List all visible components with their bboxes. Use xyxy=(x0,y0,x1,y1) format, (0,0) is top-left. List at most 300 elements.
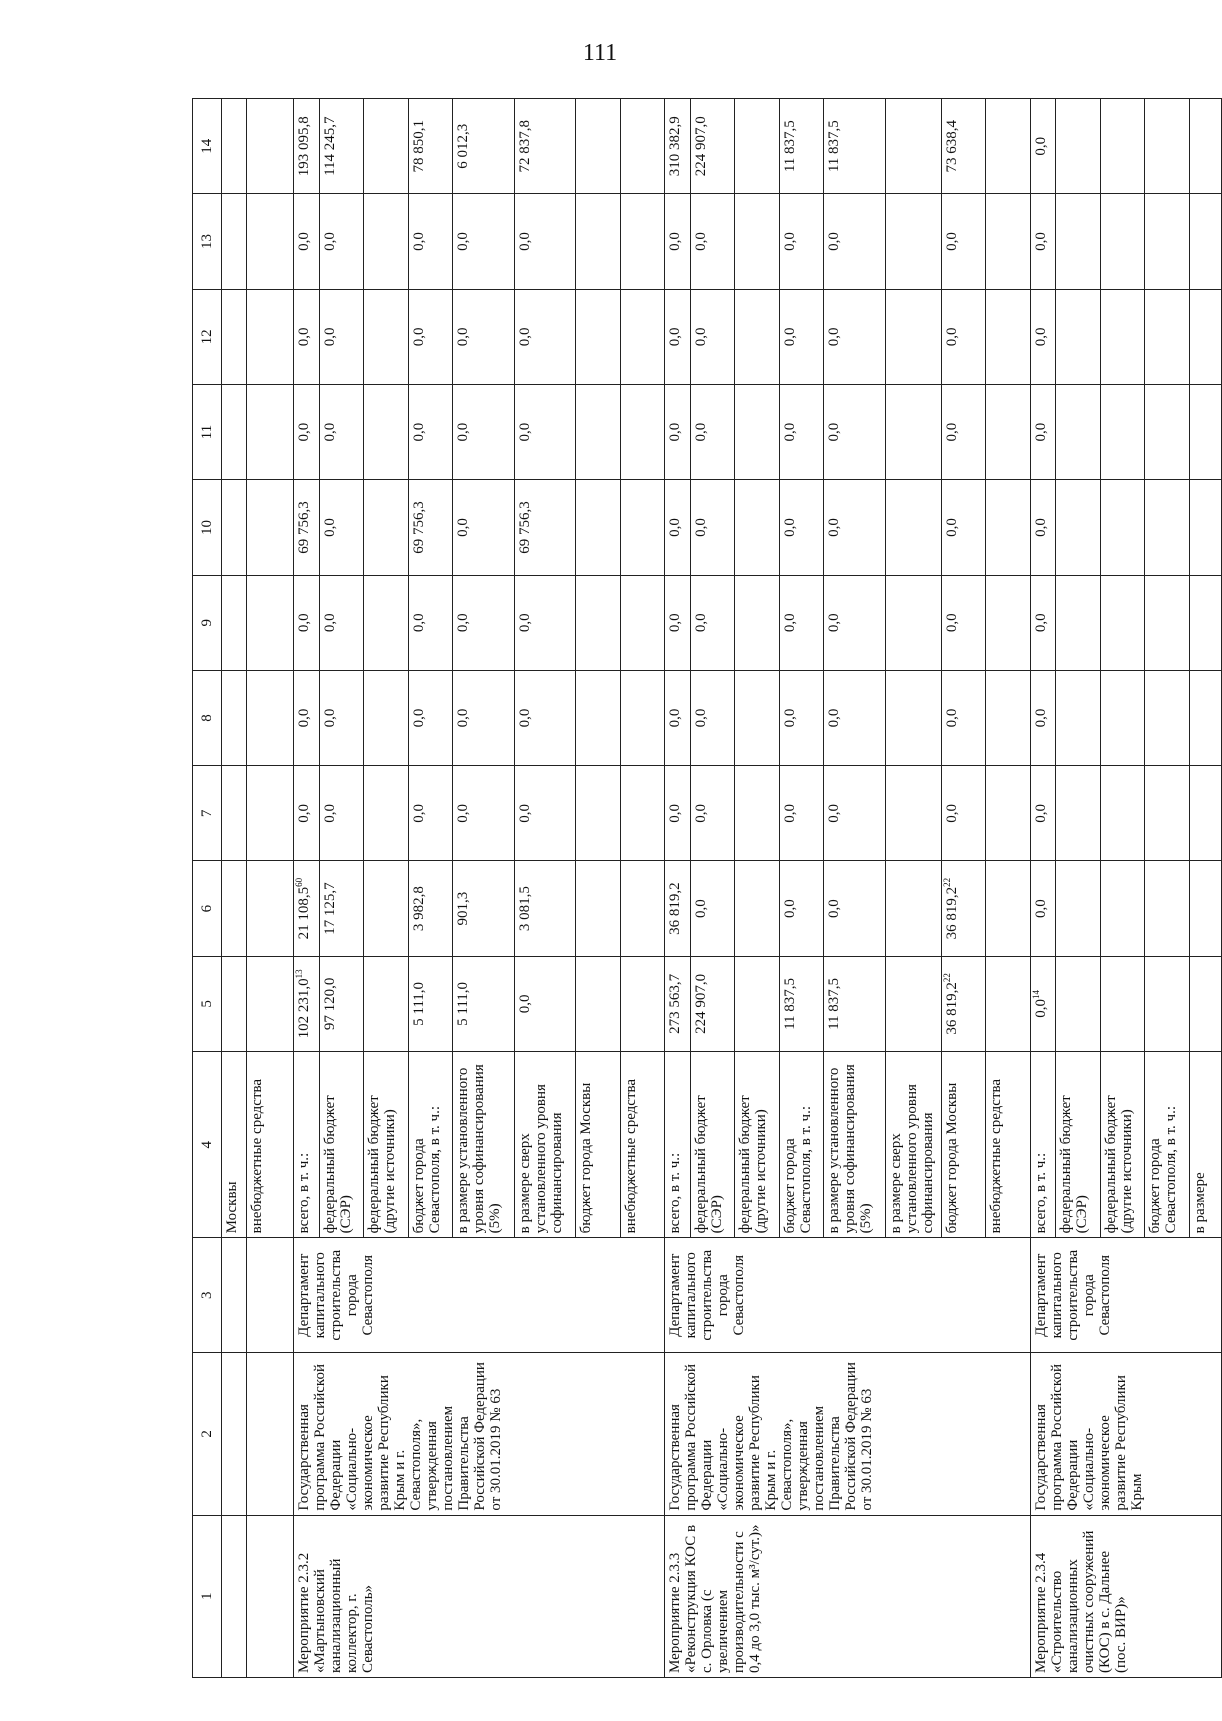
program-cell: Государственная программа Российской Федерации «Социально-экономическое развитие Республики Крым и г. Севастополя», утвержденная постановлением Правительства Российской Федерации от 30.01.2019 № 63 xyxy=(665,1353,1031,1515)
value-cell-col-7 xyxy=(576,766,621,861)
value-cell-col-8 xyxy=(453,670,515,765)
source-cell: всего, в т. ч.: xyxy=(1030,1052,1055,1238)
value-cell-col-5 xyxy=(514,956,576,1051)
value-cell-col-10 xyxy=(364,480,409,575)
value-text: 0,0 xyxy=(410,613,427,633)
value-cell-col-7 xyxy=(364,766,409,861)
table-cell xyxy=(222,194,247,289)
value-text: 3 982,8 xyxy=(410,886,427,932)
executor-cell: Департамент капитального строительства города Севастополя xyxy=(294,1238,665,1353)
value-text: 0,0 xyxy=(321,803,338,823)
value-cell-col-5 xyxy=(364,956,409,1051)
value-cell-col-13 xyxy=(735,194,780,289)
column-header-13: 13 xyxy=(193,194,222,289)
column-header-14: 14 xyxy=(193,99,222,194)
value-cell-col-5 xyxy=(294,956,319,1051)
value-cell-col-11 xyxy=(665,384,690,479)
value-text: 0,0 xyxy=(943,613,960,633)
value-cell-col-13 xyxy=(986,194,1031,289)
source-cell: бюджет города Севастополя, в т. ч.: xyxy=(408,1052,453,1238)
value-cell-col-7 xyxy=(986,766,1031,861)
value-cell-col-12 xyxy=(1190,289,1222,384)
value-cell-col-10 xyxy=(885,480,941,575)
value-cell-col-11 xyxy=(620,384,665,479)
value-cell-col-9 xyxy=(885,575,941,670)
value-text: 69 756,3 xyxy=(410,501,427,554)
value-text: 102 231,0 xyxy=(296,978,313,1039)
source-cell: федеральный бюджет (другие источники) xyxy=(1100,1052,1145,1238)
value-cell-col-9 xyxy=(735,575,780,670)
value-cell-col-10 xyxy=(941,480,986,575)
value-cell-col-5 xyxy=(453,956,515,1051)
value-cell-col-5 xyxy=(1145,956,1190,1051)
table-cell xyxy=(222,956,247,1051)
value-cell-col-10 xyxy=(1056,480,1101,575)
value-cell-col-6 xyxy=(620,861,665,956)
value-cell-col-14 xyxy=(1030,99,1055,194)
source-cell: бюджет города Москвы xyxy=(576,1052,621,1238)
value-cell-col-11 xyxy=(885,384,941,479)
value-cell-col-8 xyxy=(986,670,1031,765)
value-text: 69 756,3 xyxy=(516,501,533,554)
value-cell-col-13 xyxy=(1056,194,1101,289)
value-cell-col-9 xyxy=(690,575,735,670)
value-text: 0,0 xyxy=(826,613,843,633)
value-cell-col-7 xyxy=(1100,766,1145,861)
value-cell-col-13 xyxy=(824,194,886,289)
value-text: 0,0 xyxy=(692,327,709,347)
value-cell-col-11 xyxy=(779,384,824,479)
value-cell-col-10 xyxy=(690,480,735,575)
source-cell: в размере сверх установленного уровня софинансирования xyxy=(514,1052,576,1238)
value-cell-col-14 xyxy=(514,99,576,194)
value-text: 11 837,5 xyxy=(826,977,843,1030)
value-cell-col-6 xyxy=(735,861,780,956)
event-cell: Мероприятие 2.3.3 «Реконструкция КОС в с. Орловка (с увеличением производительности с 0,4 до 3,0 тыс. м³/сут.)» xyxy=(665,1515,1031,1677)
value-text: 0,0 xyxy=(781,708,798,728)
value-text: 0,0 xyxy=(826,708,843,728)
value-text: 69 756,3 xyxy=(296,501,313,554)
source-cell: федеральный бюджет (СЭР) xyxy=(319,1052,364,1238)
value-cell-col-14 xyxy=(319,99,364,194)
table-cell xyxy=(222,480,247,575)
value-cell-col-14 xyxy=(824,99,886,194)
value-cell-col-11 xyxy=(453,384,515,479)
value-text: 0,0 xyxy=(692,708,709,728)
table-cell xyxy=(247,289,294,384)
value-text: 0,0 xyxy=(667,613,684,633)
value-cell-col-7 xyxy=(941,766,986,861)
value-cell-col-9 xyxy=(824,575,886,670)
source-cell: бюджет города Москвы xyxy=(941,1052,986,1238)
value-cell-col-8 xyxy=(1056,670,1101,765)
column-header-11: 11 xyxy=(193,384,222,479)
table-row xyxy=(1030,99,1055,1678)
value-text: 11 837,5 xyxy=(781,120,798,173)
column-header-10: 10 xyxy=(193,480,222,575)
value-cell-col-5 xyxy=(1100,956,1145,1051)
value-text: 0,0 xyxy=(296,708,313,728)
value-text: 0,0 xyxy=(781,518,798,537)
value-cell-col-7 xyxy=(665,766,690,861)
table-cell xyxy=(247,480,294,575)
value-cell-col-8 xyxy=(885,670,941,765)
value-text: 0,0 xyxy=(410,232,427,251)
value-cell-col-8 xyxy=(1100,670,1145,765)
value-cell-col-5 xyxy=(885,956,941,1051)
value-cell-col-10 xyxy=(665,480,690,575)
footnote-marker: 14 xyxy=(1030,990,1041,1000)
value-text: 0,0 xyxy=(1032,708,1049,728)
value-text: 0,0 xyxy=(321,422,338,442)
value-cell-col-9 xyxy=(1056,575,1101,670)
value-text: 0,0 xyxy=(1032,136,1049,156)
value-cell-col-6 xyxy=(941,861,986,956)
value-cell-col-11 xyxy=(576,384,621,479)
value-cell-col-12 xyxy=(319,289,364,384)
value-cell-col-14 xyxy=(779,99,824,194)
table-cell xyxy=(247,861,294,956)
value-cell-col-11 xyxy=(294,384,319,479)
source-cell: внебюджетные средства xyxy=(986,1052,1031,1238)
table-cell xyxy=(222,289,247,384)
value-cell-col-11 xyxy=(824,384,886,479)
value-text: 0,0 xyxy=(781,899,798,918)
value-cell-col-5 xyxy=(735,956,780,1051)
value-cell-col-13 xyxy=(453,194,515,289)
value-text: 0,0 xyxy=(692,803,709,823)
value-cell-col-12 xyxy=(665,289,690,384)
value-cell-col-11 xyxy=(1190,384,1222,479)
value-cell-col-6 xyxy=(1056,861,1101,956)
value-text: 0,0 xyxy=(410,327,427,347)
value-text: 0,0 xyxy=(667,232,684,251)
value-cell-col-11 xyxy=(735,384,780,479)
value-cell-col-10 xyxy=(1145,480,1190,575)
value-cell-col-9 xyxy=(1190,575,1222,670)
source-cell: всего, в т. ч.: xyxy=(665,1052,690,1238)
value-cell-col-10 xyxy=(319,480,364,575)
value-cell-col-14 xyxy=(665,99,690,194)
column-header-8: 8 xyxy=(193,670,222,765)
value-cell-col-6 xyxy=(824,861,886,956)
value-text: 5 111,0 xyxy=(455,981,472,1026)
value-cell-col-14 xyxy=(1100,99,1145,194)
source-cell: Москвы xyxy=(222,1052,247,1238)
value-text: 0,0 xyxy=(781,327,798,347)
value-cell-col-7 xyxy=(824,766,886,861)
value-text: 0,0 xyxy=(321,518,338,537)
value-text: 97 120,0 xyxy=(321,977,338,1031)
value-cell-col-6 xyxy=(986,861,1031,956)
value-cell-col-8 xyxy=(824,670,886,765)
source-cell: федеральный бюджет (другие источники) xyxy=(735,1052,780,1238)
value-text: 0,0 xyxy=(667,803,684,823)
value-text: 0,0 xyxy=(516,232,533,251)
table-cell xyxy=(247,956,294,1051)
value-cell-col-6 xyxy=(319,861,364,956)
value-cell-col-11 xyxy=(364,384,409,479)
value-cell-col-5 xyxy=(1030,956,1055,1051)
value-cell-col-11 xyxy=(1056,384,1101,479)
value-cell-col-14 xyxy=(986,99,1031,194)
value-cell-col-12 xyxy=(514,289,576,384)
rotated-table-wrapper xyxy=(192,98,1222,1678)
source-cell: в размере сверх установленного уровня софинансирования xyxy=(885,1052,941,1238)
table-row xyxy=(665,99,690,1678)
value-text: 224 907,0 xyxy=(692,116,709,177)
value-text: 0,0 xyxy=(455,422,472,442)
value-cell-col-13 xyxy=(408,194,453,289)
value-cell-col-9 xyxy=(364,575,409,670)
value-text: 0,0 xyxy=(826,327,843,347)
value-cell-col-12 xyxy=(364,289,409,384)
value-text: 0,0 xyxy=(826,518,843,537)
value-cell-col-13 xyxy=(665,194,690,289)
value-cell-col-12 xyxy=(941,289,986,384)
financing-table xyxy=(192,98,1222,1678)
value-cell-col-10 xyxy=(620,480,665,575)
value-text: 0,0 xyxy=(1032,327,1049,347)
value-text: 0,0 xyxy=(455,708,472,728)
value-cell-col-13 xyxy=(1100,194,1145,289)
table-cell xyxy=(247,575,294,670)
value-text: 0,0 xyxy=(321,327,338,347)
column-header-6: 6 xyxy=(193,861,222,956)
value-text: 0,0 xyxy=(296,613,313,633)
value-text: 36 819,2 xyxy=(943,886,960,940)
value-cell-col-9 xyxy=(1100,575,1145,670)
table-cell xyxy=(247,670,294,765)
value-cell-col-7 xyxy=(408,766,453,861)
value-cell-col-8 xyxy=(1030,670,1055,765)
value-cell-col-12 xyxy=(1056,289,1101,384)
value-text: 0,0 xyxy=(296,327,313,347)
value-text: 11 837,5 xyxy=(781,977,798,1030)
value-text: 0,0 xyxy=(943,232,960,251)
value-text: 0,0 xyxy=(667,422,684,442)
value-cell-col-11 xyxy=(690,384,735,479)
source-cell: внебюджетные средства xyxy=(247,1052,294,1238)
program-cell: Государственная программа Российской Федерации «Социально-экономическое развитие Республики Крым и г. Севастополя», утвержденная постановлением Правительства Российской Федерации от 30.01.2019 № 63 xyxy=(294,1353,665,1515)
source-cell: в размере установленного уровня софинансирования (5%) xyxy=(453,1052,515,1238)
value-text: 0,0 xyxy=(1032,899,1049,918)
value-cell-col-6 xyxy=(1145,861,1190,956)
value-text: 273 563,7 xyxy=(667,973,684,1034)
value-text: 0,0 xyxy=(455,803,472,823)
value-cell-col-12 xyxy=(1030,289,1055,384)
value-text: 0,0 xyxy=(410,422,427,442)
value-text: 0,0 xyxy=(1032,613,1049,633)
table-cell xyxy=(222,670,247,765)
value-cell-col-8 xyxy=(665,670,690,765)
value-cell-col-12 xyxy=(690,289,735,384)
value-cell-col-12 xyxy=(779,289,824,384)
event-cell: Мероприятие 2.3.4 «Строительство канализационных очистных сооружений (КОС) в с. Дальнее (пос. ВИР)» xyxy=(1030,1515,1221,1677)
value-cell-col-7 xyxy=(319,766,364,861)
value-cell-col-5 xyxy=(408,956,453,1051)
value-cell-col-13 xyxy=(364,194,409,289)
value-cell-col-10 xyxy=(779,480,824,575)
value-text: 3 081,5 xyxy=(516,886,533,932)
value-cell-col-8 xyxy=(294,670,319,765)
value-text: 0,0 xyxy=(516,422,533,442)
value-cell-col-5 xyxy=(779,956,824,1051)
value-text: 0,0 xyxy=(943,803,960,823)
value-text: 0,0 xyxy=(1032,803,1049,823)
value-cell-col-11 xyxy=(319,384,364,479)
value-cell-col-10 xyxy=(735,480,780,575)
value-cell-col-8 xyxy=(735,670,780,765)
table-cell xyxy=(247,1515,294,1677)
value-text: 0,0 xyxy=(943,708,960,728)
value-text: 0,0 xyxy=(296,232,313,251)
value-cell-col-11 xyxy=(514,384,576,479)
value-cell-col-11 xyxy=(1100,384,1145,479)
column-header-12: 12 xyxy=(193,289,222,384)
value-text: 0,0 xyxy=(781,232,798,251)
value-cell-col-6 xyxy=(514,861,576,956)
table-cell xyxy=(247,194,294,289)
column-header-7: 7 xyxy=(193,766,222,861)
source-cell: бюджет города Севастополя, в т. ч.: xyxy=(779,1052,824,1238)
value-text: 0,0 xyxy=(296,422,313,442)
value-cell-col-13 xyxy=(514,194,576,289)
value-cell-col-5 xyxy=(665,956,690,1051)
value-cell-col-9 xyxy=(986,575,1031,670)
executor-cell: Департамент капитального строительства города Севастополя xyxy=(665,1238,1031,1353)
value-cell-col-5 xyxy=(319,956,364,1051)
value-text: 0,0 xyxy=(321,613,338,633)
value-cell-col-14 xyxy=(408,99,453,194)
value-cell-col-5 xyxy=(620,956,665,1051)
value-text: 0,0 xyxy=(692,613,709,633)
table-row xyxy=(294,99,319,1678)
value-text: 0,0 xyxy=(692,899,709,918)
value-cell-col-8 xyxy=(779,670,824,765)
table-cell xyxy=(222,1353,247,1515)
event-cell: Мероприятие 2.3.2 «Мартыновский канализационный коллектор, г. Севастополь» xyxy=(294,1515,665,1677)
value-cell-col-11 xyxy=(986,384,1031,479)
table-row-continued-moscow xyxy=(222,99,247,1678)
value-cell-col-8 xyxy=(408,670,453,765)
value-text: 21 108,5 xyxy=(296,886,313,940)
source-cell: внебюджетные средства xyxy=(620,1052,665,1238)
value-cell-col-11 xyxy=(1145,384,1190,479)
value-cell-col-7 xyxy=(779,766,824,861)
value-text: 0,0 xyxy=(692,422,709,442)
table-cell xyxy=(222,861,247,956)
value-text: 310 382,9 xyxy=(667,116,684,177)
value-text: 0,0 xyxy=(516,994,533,1014)
footnote-marker: 13 xyxy=(294,969,305,979)
value-cell-col-8 xyxy=(1190,670,1222,765)
value-cell-col-7 xyxy=(1030,766,1055,861)
value-cell-col-10 xyxy=(986,480,1031,575)
value-cell-col-14 xyxy=(690,99,735,194)
value-cell-col-6 xyxy=(576,861,621,956)
table-cell xyxy=(247,766,294,861)
value-text: 0,0 xyxy=(516,803,533,823)
value-cell-col-10 xyxy=(576,480,621,575)
source-cell: федеральный бюджет (другие источники) xyxy=(364,1052,409,1238)
value-cell-col-14 xyxy=(885,99,941,194)
value-cell-col-14 xyxy=(735,99,780,194)
value-text: 0,0 xyxy=(410,803,427,823)
value-cell-col-9 xyxy=(665,575,690,670)
table-cell xyxy=(222,99,247,194)
executor-cell: Департамент капитального строительства города Севастополя xyxy=(1030,1238,1221,1353)
value-cell-col-12 xyxy=(735,289,780,384)
program-cell: Государственная программа Российской Федерации «Социально-экономическое развитие Республики Крым xyxy=(1030,1353,1221,1515)
value-text: 0,0 xyxy=(455,232,472,251)
value-text: 0,0 xyxy=(781,613,798,633)
value-cell-col-14 xyxy=(620,99,665,194)
footnote-marker: 60 xyxy=(294,877,305,887)
value-text: 0,0 xyxy=(455,613,472,633)
value-text: 0,0 xyxy=(692,232,709,251)
value-cell-col-9 xyxy=(408,575,453,670)
value-text: 0,0 xyxy=(1032,518,1049,537)
value-cell-col-14 xyxy=(1145,99,1190,194)
value-cell-col-14 xyxy=(576,99,621,194)
value-cell-col-6 xyxy=(294,861,319,956)
value-cell-col-8 xyxy=(1145,670,1190,765)
value-text: 0,0 xyxy=(826,422,843,442)
value-text: 114 245,7 xyxy=(321,116,338,176)
source-cell: всего, в т. ч.: xyxy=(294,1052,319,1238)
value-text: 0,0 xyxy=(321,708,338,728)
value-text: 72 837,8 xyxy=(516,119,533,173)
value-cell-col-6 xyxy=(1190,861,1222,956)
value-text: 0,0 xyxy=(943,422,960,442)
value-text: 0,0 xyxy=(826,232,843,251)
value-cell-col-10 xyxy=(514,480,576,575)
value-cell-col-8 xyxy=(620,670,665,765)
value-cell-col-10 xyxy=(1030,480,1055,575)
value-cell-col-10 xyxy=(1190,480,1222,575)
value-cell-col-13 xyxy=(885,194,941,289)
value-cell-col-13 xyxy=(576,194,621,289)
value-cell-col-5 xyxy=(690,956,735,1051)
value-cell-col-12 xyxy=(620,289,665,384)
value-cell-col-7 xyxy=(885,766,941,861)
value-cell-col-14 xyxy=(1056,99,1101,194)
value-cell-col-13 xyxy=(941,194,986,289)
value-cell-col-9 xyxy=(941,575,986,670)
value-text: 0,0 xyxy=(455,518,472,537)
source-cell: федеральный бюджет (СЭР) xyxy=(1056,1052,1101,1238)
value-cell-col-13 xyxy=(1030,194,1055,289)
value-cell-col-5 xyxy=(1190,956,1222,1051)
value-cell-col-12 xyxy=(453,289,515,384)
value-text: 0,0 xyxy=(667,708,684,728)
value-cell-col-13 xyxy=(1145,194,1190,289)
value-text: 6 012,3 xyxy=(455,123,472,169)
value-cell-col-13 xyxy=(294,194,319,289)
value-text: 0,0 xyxy=(1032,422,1049,442)
value-cell-col-14 xyxy=(294,99,319,194)
value-text: 0,0 xyxy=(826,803,843,823)
value-cell-col-12 xyxy=(1100,289,1145,384)
table-cell xyxy=(222,575,247,670)
column-header-9: 9 xyxy=(193,575,222,670)
value-cell-col-9 xyxy=(1030,575,1055,670)
footnote-marker: 22 xyxy=(941,877,952,887)
source-cell: в размере установленного уровня софинансирования (5%) xyxy=(824,1052,886,1238)
value-cell-col-11 xyxy=(941,384,986,479)
value-text: 0,0 xyxy=(1032,232,1049,251)
